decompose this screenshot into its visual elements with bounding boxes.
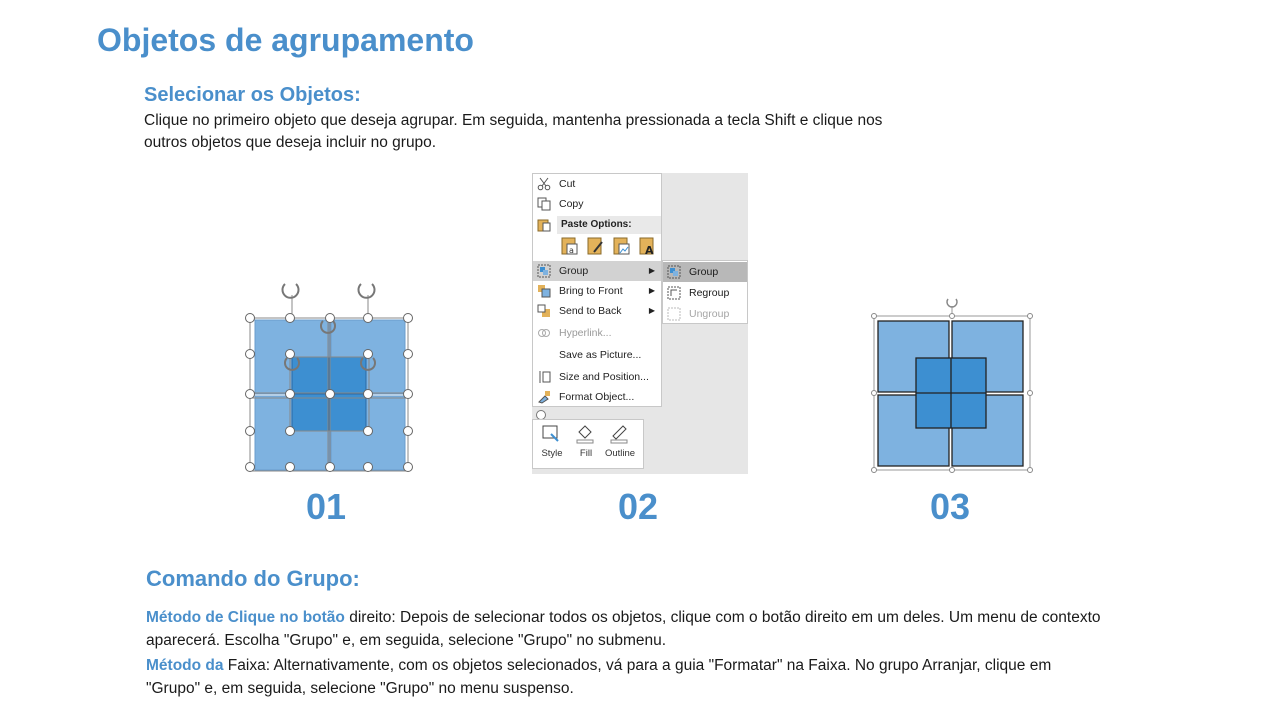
menu-item-send-to-back[interactable]: Send to Back ▶ [533, 301, 661, 321]
figure-selected-objects [240, 268, 420, 478]
fill-button[interactable]: Fill [569, 424, 603, 459]
regroup-icon [667, 286, 681, 300]
context-menu [532, 173, 662, 407]
context-menu-screenshot [532, 173, 748, 474]
figure-grouped-object [866, 292, 1038, 476]
step-number-01: 01 [305, 486, 347, 527]
step-number-03: 03 [929, 486, 971, 527]
menu-item-group[interactable]: Group ▶ [533, 261, 661, 281]
group-command-heading: Comando do Grupo: [146, 566, 360, 591]
pen-outline-icon [609, 424, 631, 444]
svg-text:a: a [569, 246, 574, 255]
submenu-item-group[interactable]: Group [663, 262, 747, 282]
submenu-arrow-icon: ▶ [648, 306, 655, 315]
paint-bucket-icon [575, 424, 597, 444]
link-icon [537, 326, 551, 340]
group-icon [537, 264, 551, 278]
svg-text:A: A [645, 244, 654, 256]
menu-item-bring-to-front[interactable]: Bring to Front ▶ [533, 281, 661, 301]
submenu-item-ungroup[interactable]: Ungroup [663, 304, 747, 324]
page-title: Objetos de agrupamento [97, 22, 474, 58]
size-icon [537, 370, 551, 384]
style-button[interactable]: Style [535, 424, 569, 459]
ungroup-icon [667, 307, 681, 321]
group-submenu [662, 260, 748, 324]
paste-picture-icon[interactable] [613, 236, 631, 256]
mini-toolbar [532, 419, 644, 469]
method-ribbon-label: Método da [146, 657, 224, 674]
scissors-icon [537, 177, 551, 191]
method-right-click-label: Método de Clique no botão [146, 609, 345, 626]
paste-option-buttons [557, 236, 665, 260]
bring-front-icon [537, 284, 551, 298]
menu-item-size-and-position[interactable]: Size and Position... [533, 367, 661, 387]
menu-item-copy[interactable]: Copy [533, 194, 661, 214]
rotate-handle-icon [947, 299, 957, 307]
method-right-click-paragraph [146, 606, 1106, 652]
outline-button[interactable]: Outline [603, 424, 637, 459]
select-objects-text: Clique no primeiro objeto que deseja agrupar. Em seguida, mantenha pressionada a tecla Shift e clique nos outros objetos que deseja incluir no grupo. [144, 112, 883, 151]
submenu-arrow-icon: ▶ [648, 286, 655, 295]
paste-keep-source-icon[interactable] [561, 236, 579, 256]
menu-item-save-as-picture[interactable]: Save as Picture... [559, 349, 642, 361]
clipboard-icon [537, 218, 551, 232]
step-number-02: 02 [617, 486, 659, 527]
format-icon [537, 390, 551, 404]
menu-item-format-object[interactable]: Format Object... [533, 387, 661, 407]
menu-item-hyperlink[interactable]: Hyperlink... [533, 323, 661, 343]
menu-item-cut[interactable]: Cut [533, 174, 661, 194]
send-back-icon [537, 304, 551, 318]
paste-text-only-icon[interactable] [639, 236, 657, 256]
method-right-click-text: direito: Depois de selecionar todos os objetos, clique com o botão direito em um deles. Um menu de contexto aparecerá. Escolha "Grupo" e, em seguida, selecione "Grupo" no submenu. [146, 609, 1101, 649]
paste-merge-icon[interactable] [587, 236, 605, 256]
method-ribbon-paragraph [146, 654, 1106, 700]
method-ribbon-text: Faixa: Alternativamente, com os objetos selecionados, vá para a guia "Formatar" na Faixa. No grupo Arranjar, clique em "Grupo" e, em seguida, selecione "Grupo" no menu suspenso. [146, 657, 1052, 697]
shape-style-icon [541, 424, 563, 444]
submenu-arrow-icon: ▶ [648, 266, 655, 275]
submenu-item-regroup[interactable]: Regroup [663, 283, 747, 303]
paste-options-header: Paste Options: [557, 216, 661, 234]
select-objects-heading: Selecionar os Objetos: [144, 84, 361, 106]
group-icon [667, 265, 681, 279]
copy-icon [537, 197, 551, 211]
